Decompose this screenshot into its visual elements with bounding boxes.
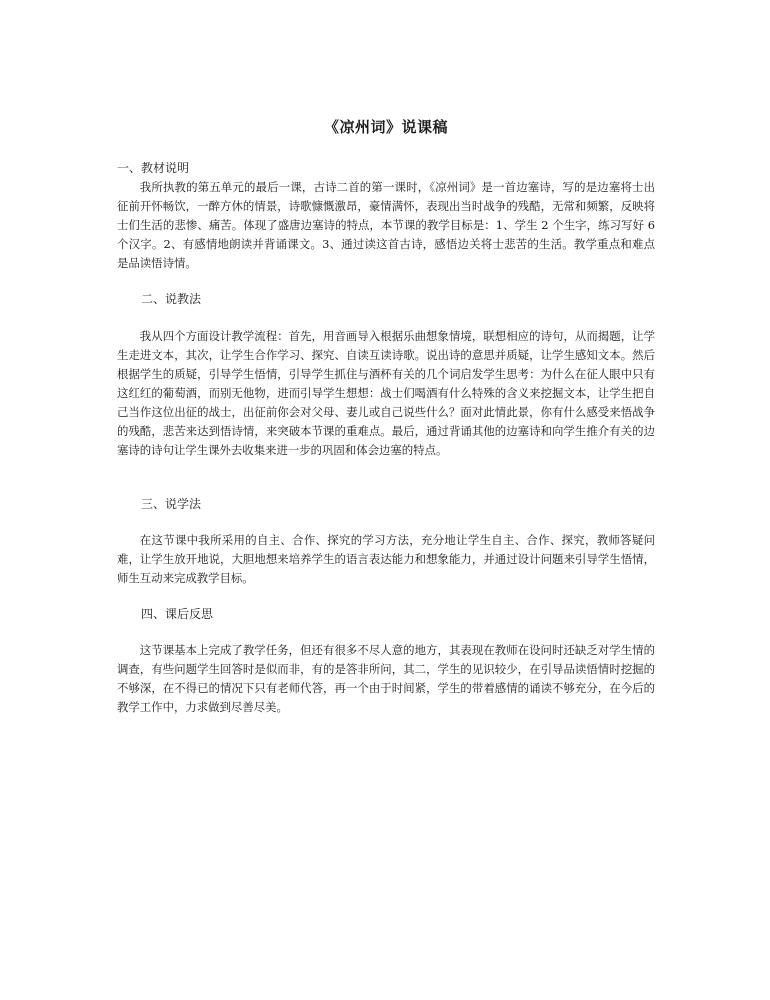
section-body-materials: 我所执教的第五单元的最后一课，古诗二首的第一课时，《凉州词》是一首边塞诗，写的是边塞将士出征前开怀畅饮，一醉方休的情景，诗歌慷慨激昂，豪情满怀，表现出当时战争的残酷，无常和频繁，反映将士们生活的悲惨、痛苦。体现了盛唐边塞诗的特点，本节课的教学目标是：1、学生 2 个生字，练习写好 6 个汉字。2、有感情地朗读并背诵课文。3、通过读这首古诗，感悟边关将士悲苦的生活。教学重点和难点是品读悟诗情。 xyxy=(117,180,655,270)
section-body-reflection: 这节课基本上完成了教学任务，但还有很多不尽人意的地方，其表现在教师在设问时还缺乏对学生情的调查，有些问题学生回答时是似而非，有的是答非所问，其二，学生的见识较少，在引导品读悟情时挖掘的不够深，在不得已的情况下只有老师代答，再一个由于时间紧，学生的带着感情的诵读不够充分，在今后的教学工作中，力求做到尽善尽美。 xyxy=(117,643,655,714)
section-body-learning-method: 在这节课中我所采用的自主、合作、探究的学习方法，充分地让学生自主、合作、探究，教师答疑问难，让学生放开地说，大胆地想来培养学生的语言表达能力和想象能力，并通过设计问题来引导学生悟情，师生互动来完成教学目标。 xyxy=(117,533,655,585)
section-heading-teaching-method: 二、说教法 xyxy=(141,292,202,306)
section-heading-learning-method: 三、说学法 xyxy=(141,497,202,511)
section-heading-reflection: 四、课后反思 xyxy=(141,607,214,621)
page-title: 《凉州词》说课稿 xyxy=(323,118,448,136)
section-body-teaching-method: 我从四个方面设计教学流程：首先，用音画导入根据乐曲想象情境，联想相应的诗句，从而揭题，让学生走进文本，其次，让学生合作学习、探究、自读互读诗歌。说出诗的意思并质疑，让学生感知文本。然后根据学生的质疑，引导学生悟情，引导学生抓住与酒杯有关的几个词启发学生思考：为什么在征人眼中只有这红红的葡萄酒，而别无他物，进而引导学生想想：战士们喝酒有什么特殊的含义来挖掘文本，让学生把自己当作这位出征的战士，出征前你会对父母、妻儿或自己说些什么？面对此情此景，你有什么感受来悟战争的残酷，悲苦来达到悟诗情，来突破本节课的重难点。最后，通过背诵其他的边塞诗和向学生推介有关的边塞诗的诗句让学生课外去收集来进一步的巩固和体会边塞的特点。 xyxy=(117,329,655,457)
section-heading-materials: 一、教材说明 xyxy=(117,161,190,175)
